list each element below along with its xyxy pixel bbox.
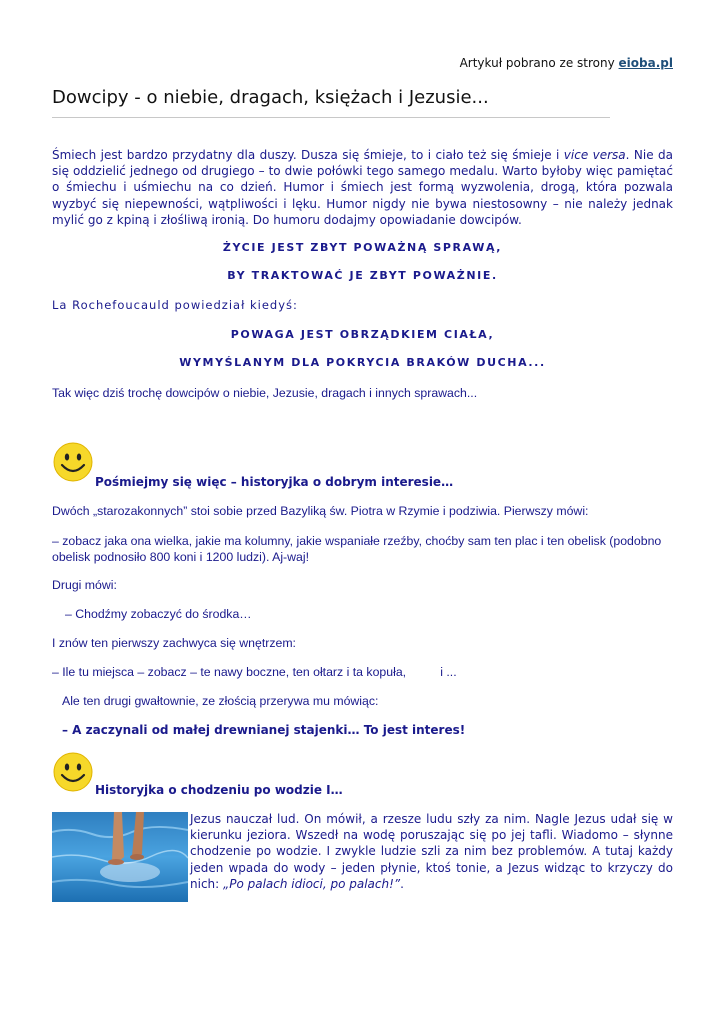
walking-on-water-photo xyxy=(52,812,188,902)
quote2-line2: WYMYŚLANYM DLA POKRYCIA BRAKÓW DUCHA... xyxy=(179,356,546,369)
joke2-italic: „Po palach idioci, po palach!” xyxy=(223,876,401,891)
smiley-icon xyxy=(52,751,94,793)
joke1-p6: – Ile tu miejsca – zobacz – te nawy boczne, ten ołtarz i ta kopuła, i ... xyxy=(52,665,457,679)
lead-line: Tak więc dziś trochę dowcipów o niebie, Jezusie, dragach i innych sprawach... xyxy=(52,386,478,400)
joke2-text-b: . xyxy=(400,876,404,891)
quote1-line2: BY TRAKTOWAĆ JE ZBYT POWAŻNIE. xyxy=(227,269,498,282)
quote2-line1: POWAGA JEST OBRZĄDKIEM CIAŁA, xyxy=(230,328,495,341)
joke1-p8: – A zaczynali od małej drewnianej stajenki… To jest interes! xyxy=(62,723,466,737)
intro-italic: vice versa xyxy=(563,148,626,162)
rochefoucauld-line: La Rochefoucauld powiedział kiedyś: xyxy=(52,298,298,312)
source-link[interactable]: eioba.pl xyxy=(618,56,673,70)
joke1-p5: I znów ten pierwszy zachwyca się wnętrzem: xyxy=(52,636,296,650)
joke1-p1: Dwóch „starozakonnych” stoi sobie przed Bazyliką św. Piotra w Rzymie i podziwia. Pierwszy mówi: xyxy=(52,504,589,518)
title-divider xyxy=(52,117,610,118)
source-line xyxy=(460,56,673,70)
joke1-p3: Drugi mówi: xyxy=(52,578,117,592)
joke2-text xyxy=(190,811,673,892)
intro-paragraph xyxy=(52,147,673,228)
intro-text-b: . Nie da się oddzielić jednego od drugiego – to dwie połówki tego samego medalu. Warto byłoby więc pamiętać o śmiechu i uśmiechu na co dzień. Humor i śmiech jest formą wyzwolenia, drogą, która pozwala wyzbyć się niepewności, wątpliwości i lęku. Humor nigdy nie bywa niestosowny – nie należy jednak mylić go z kpiną i złośliwą ironią. Do humoru dodajmy opowiadanie dowcipów. xyxy=(52,148,673,227)
joke2-heading: Historyjka o chodzeniu po wodzie I… xyxy=(95,783,343,797)
smiley-icon xyxy=(52,441,94,483)
joke1-p7: Ale ten drugi gwałtownie, ze złością przerywa mu mówiąc: xyxy=(62,694,379,708)
joke1-p2: – zobacz jaka ona wielka, jakie ma kolumny, jakie wspaniałe rzeźby, choćby sam ten plac i ten obelisk (podobno obelisk podnosiło 800 koni i 1200 ludzi). Aj-waj! xyxy=(52,534,662,565)
page-title: Dowcipy - o niebie, dragach, księżach i Jezusie... xyxy=(52,87,489,108)
joke1-heading: Pośmiejmy się więc – historyjka o dobrym interesie… xyxy=(95,475,454,489)
joke2-text-a: Jezus nauczał lud. On mówił, a rzesze ludu szły za nim. Nagle Jezus udał się w kierunku jeziora. Wszedł na wodę poruszając się po jej tafli. Wiadomo – słynne chodzenie po wodzie. I zwykle ludzie szli za nim bez problemów. A tutaj każdy jeden wpada do wody – jeden płynie, ktoś tonie, a Jezus widząc to krzyczy do nich: xyxy=(190,812,673,891)
intro-text-a: Śmiech jest bardzo przydatny dla duszy. Dusza się śmieje, to i ciało też się śmieje i xyxy=(52,148,564,162)
quote1-line1: ŻYCIE JEST ZBYT POWAŻNĄ SPRAWĄ, xyxy=(222,241,503,254)
joke1-p4: – Chodźmy zobaczyć do środka… xyxy=(65,607,252,621)
source-text: Artykuł pobrano ze strony xyxy=(459,56,615,70)
